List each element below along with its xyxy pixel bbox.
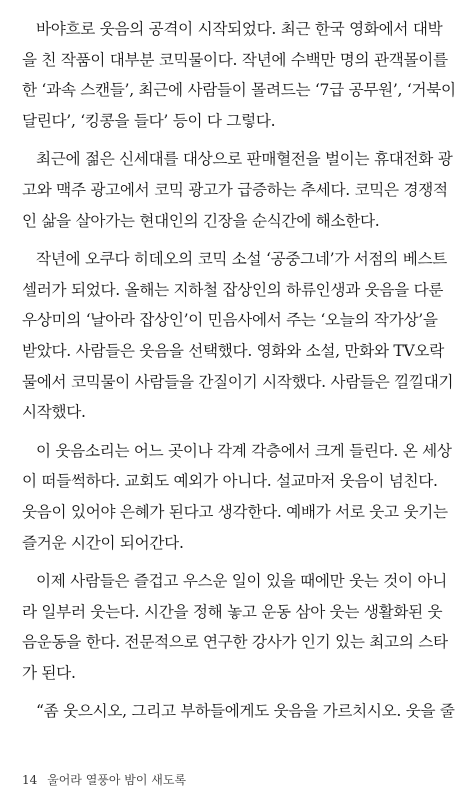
text-line: 한 ‘과속 스캔들’, 최근에 사람들이 몰려드는 ‘7급 공무원’, ‘거북이 <box>22 81 456 100</box>
text-line: 가 된다. <box>22 663 76 682</box>
text-line: 물에서 코믹물이 사람들을 간질이기 시작했다. 사람들은 낄낄대기 <box>22 372 454 391</box>
text-line: 바야흐로 웃음의 공격이 시작되었다. 최근 한국 영화에서 대박 <box>36 20 443 38</box>
text-line: 작년에 오쿠다 히데오의 코믹 소설 ‘공중그네’가 서점의 베스트 <box>36 250 448 269</box>
text-line: 인 삶을 살아가는 현대인의 긴장을 순식간에 해소한다. <box>22 211 380 230</box>
text-line: 달린다’, ‘킹콩을 들다’ 등이 다 그렇다. <box>22 111 276 130</box>
text-line: 웃음이 있어야 은혜가 된다고 생각한다. 예배가 서로 웃고 웃기는 <box>22 502 448 521</box>
text-line: 이제 사람들은 즐겁고 우스운 일이 있을 때에만 웃는 것이 아니 <box>36 572 448 591</box>
book-title: 울어라 열풍아 밤이 새도록 <box>47 773 187 787</box>
text-line: 즐거운 시간이 되어간다. <box>22 533 184 552</box>
paragraph <box>22 144 454 236</box>
text-line: “좀 웃으시오, 그리고 부하들에게도 웃음을 가르치시오. 웃을 줄 <box>36 702 455 721</box>
text-line: 고와 맥주 광고에서 코믹 광고가 급증하는 추세다. 코믹은 경쟁적 <box>22 180 448 199</box>
text-line: 이 떠들썩하다. 교회도 예외가 아니다. 설교마저 웃음이 넘친다. <box>22 472 438 491</box>
paragraph <box>22 244 454 428</box>
page-number: 14 <box>22 773 38 787</box>
page-footer <box>22 771 186 788</box>
text-line: 을 친 작품이 대부분 코믹물이다. 작년에 수백만 명의 관객몰이를 <box>22 50 448 69</box>
body-text <box>22 14 454 735</box>
paragraph <box>22 566 454 688</box>
paragraph <box>22 436 454 558</box>
text-line: 이 웃음소리는 어느 곳이나 각계 각층에서 크게 들린다. 온 세상 <box>36 441 452 460</box>
text-line: 라 일부러 웃는다. 시간을 정해 놓고 운동 삼아 웃는 생활화된 웃 <box>22 602 443 621</box>
paragraph <box>22 14 454 136</box>
text-line: 받았다. 사람들은 웃음을 선택했다. 영화와 소설, 만화와 TV오락 <box>22 341 444 360</box>
text-line: 음운동을 한다. 전문적으로 연구한 강사가 인기 있는 최고의 스타 <box>22 633 448 652</box>
text-line: 시작했다. <box>22 403 86 422</box>
paragraph <box>22 696 454 727</box>
text-line: 최근에 젊은 신세대를 대상으로 판매혈전을 벌이는 휴대전화 광 <box>36 150 453 169</box>
text-line: 셀러가 되었다. 올해는 지하철 잡상인의 하류인생과 웃음을 다룬 <box>22 280 444 299</box>
text-line: 우상미의 ‘날아라 잡상인’이 민음사에서 주는 ‘오늘의 작가상’을 <box>22 311 438 330</box>
